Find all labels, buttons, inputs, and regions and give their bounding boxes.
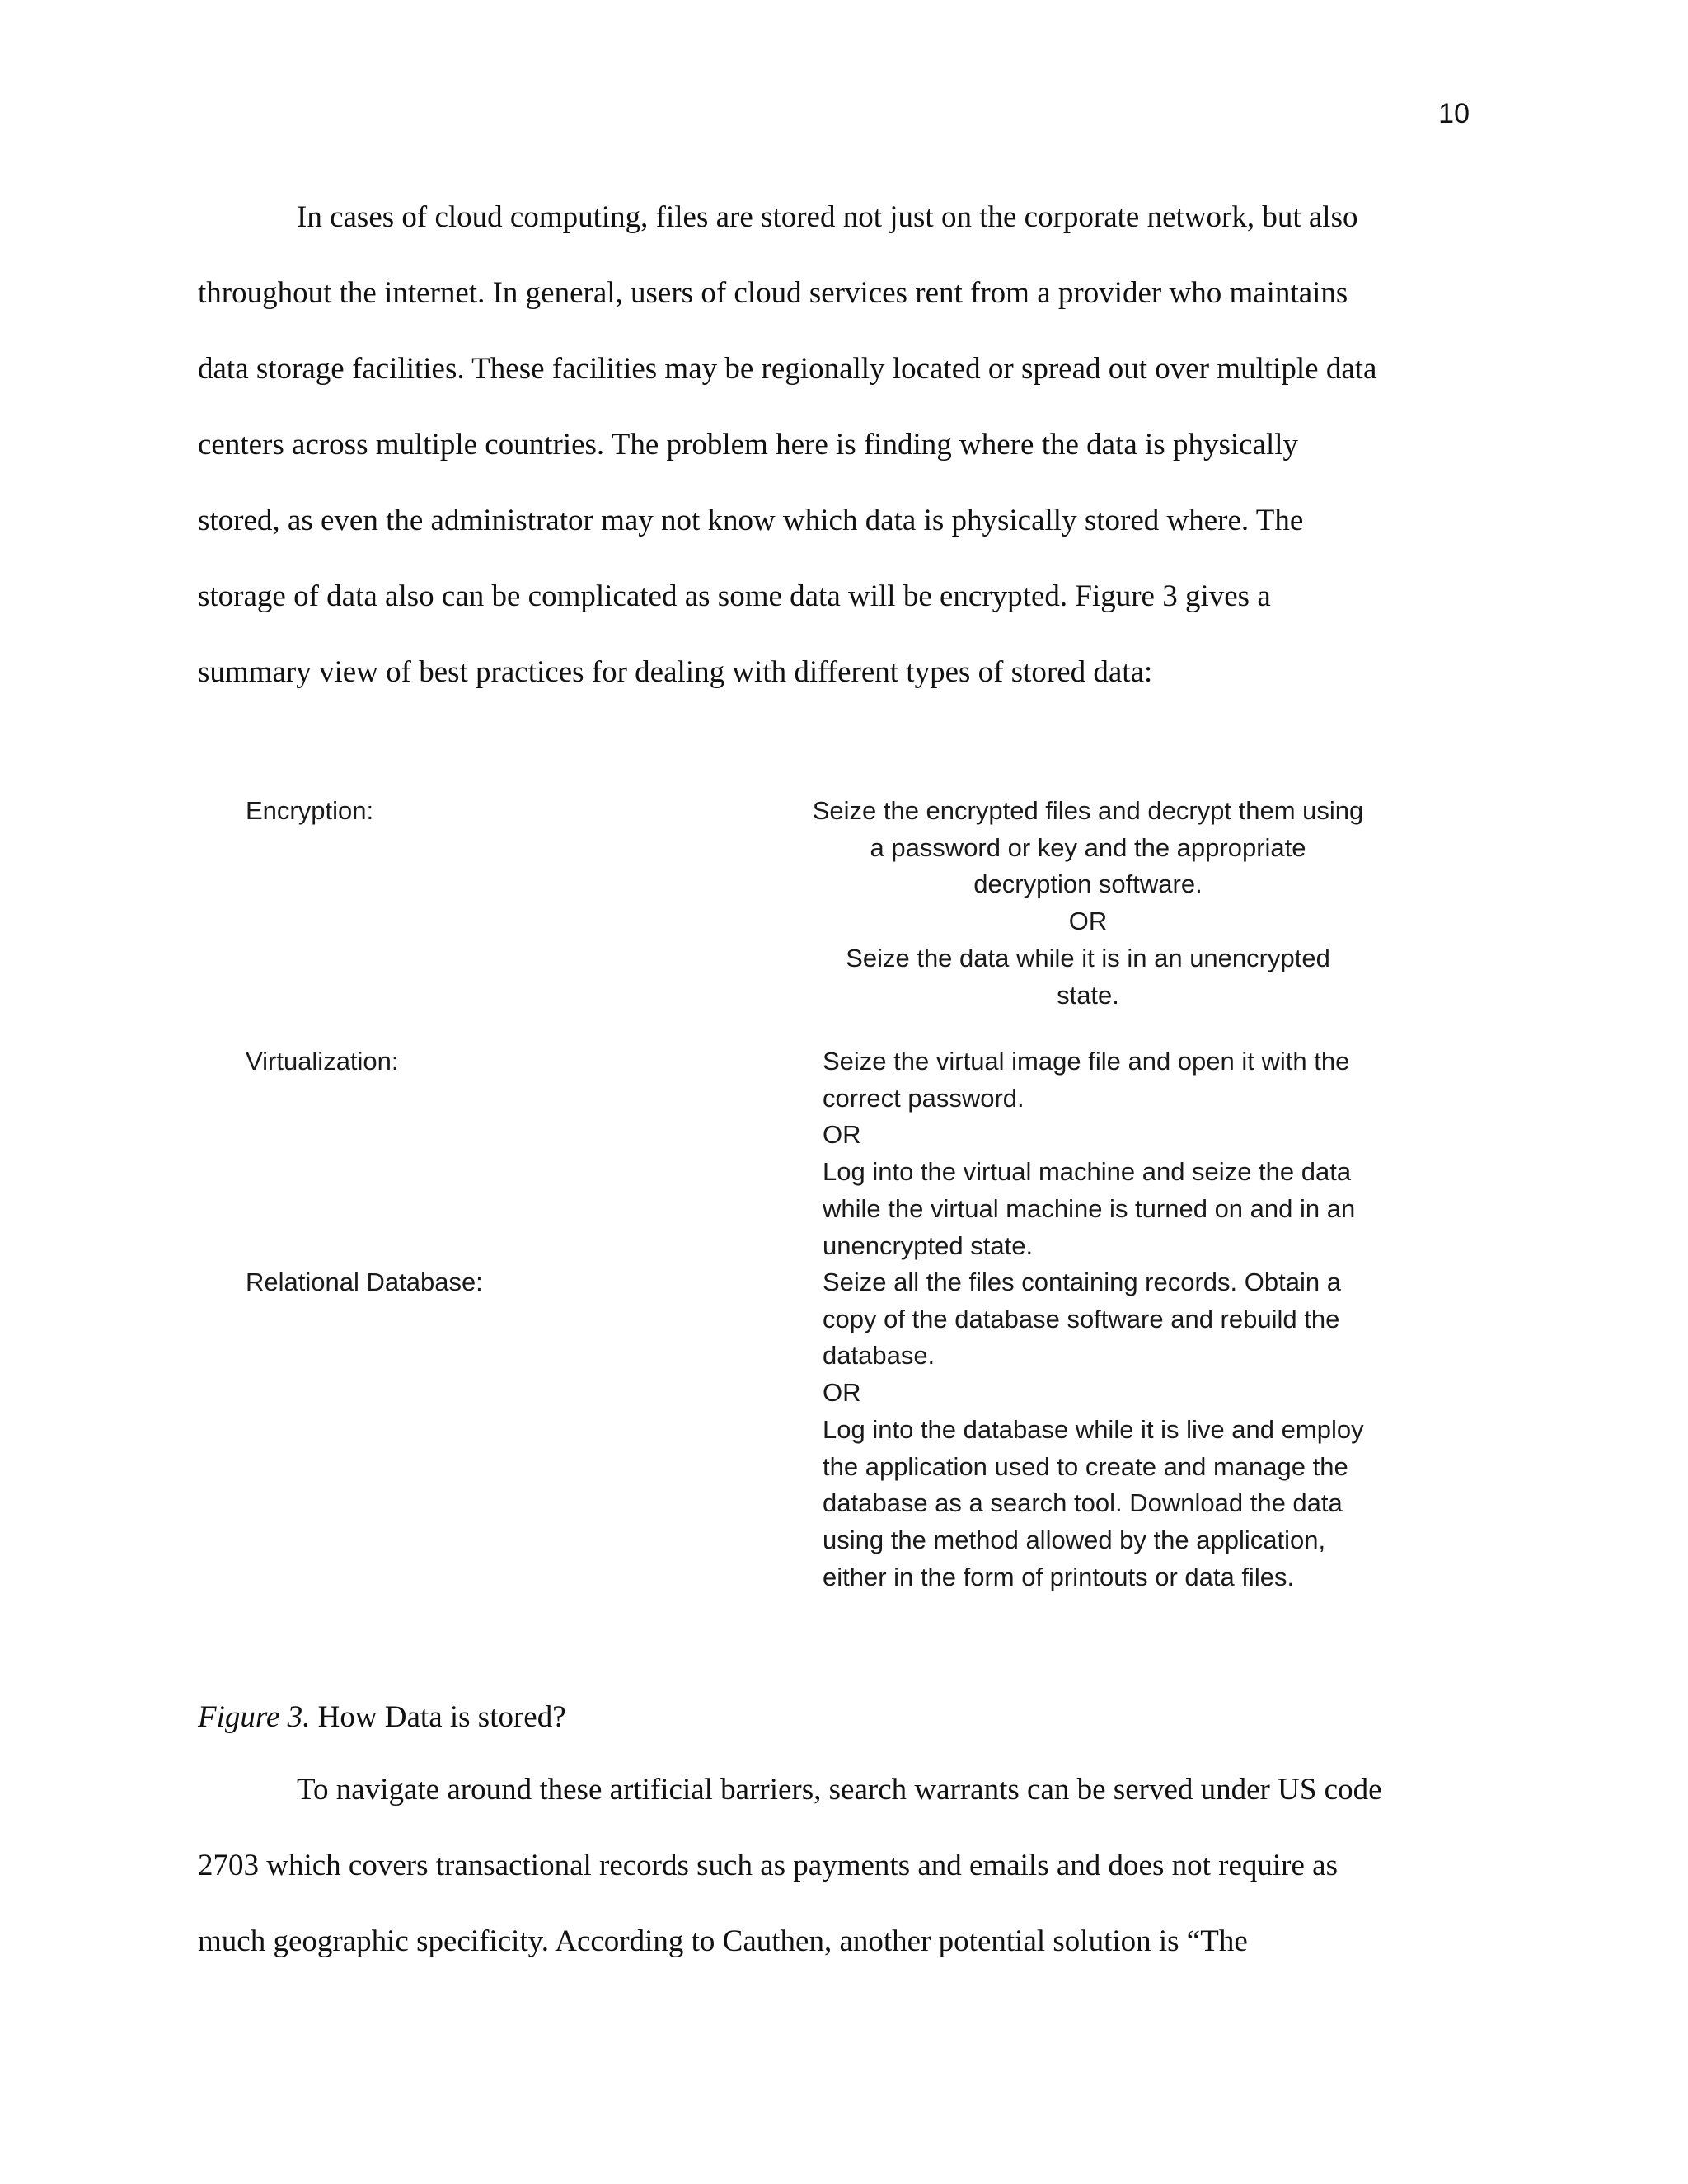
- description-line: a password or key and the appropriate: [870, 832, 1306, 862]
- body-paragraph-search-warrants: [198, 1752, 1492, 1980]
- description-line: Log into the virtual machine and seize the data: [823, 1157, 1352, 1187]
- paragraph-line: To navigate around these artificial barriers, search warrants can be served under US code: [297, 1773, 1382, 1807]
- paragraph-line: throughout the internet. In general, users of cloud services rent from a provider who maintains: [198, 276, 1348, 310]
- row-description-encryption: [783, 793, 1393, 1014]
- figure-caption: [198, 1693, 566, 1742]
- body-paragraph-cloud-computing: [198, 180, 1492, 710]
- description-line: OR: [1068, 907, 1108, 936]
- row-label-relational-database: Relational Database:: [246, 1268, 483, 1296]
- figure-3-stored-data-table: [246, 793, 1441, 1609]
- paragraph-line: much geographic specificity. According to Cauthen, another potential solution is “The: [198, 1924, 1248, 1958]
- row-label-encryption: Encryption:: [246, 796, 374, 825]
- description-line: while the virtual machine is turned on and in an: [823, 1193, 1356, 1223]
- page-number: 10: [1438, 98, 1470, 129]
- paragraph-line: In cases of cloud computing, files are stored not just on the corporate network, but also: [297, 200, 1358, 234]
- description-line: OR: [823, 1120, 861, 1150]
- description-line: Seize the encrypted files and decrypt them using: [812, 796, 1364, 825]
- description-line: copy of the database software and rebuild the: [823, 1304, 1340, 1333]
- figure-caption-label: Figure 3.: [198, 1700, 311, 1734]
- description-line: either in the form of printouts or data files.: [823, 1562, 1295, 1591]
- paragraph-line: storage of data also can be complicated as some data will be encrypted. Figure 3 gives a: [198, 579, 1271, 613]
- description-line: correct password.: [823, 1083, 1025, 1113]
- description-line: Seize the virtual image file and open it with the: [823, 1047, 1350, 1076]
- description-line: unencrypted state.: [823, 1230, 1034, 1260]
- paragraph-line: stored, as even the administrator may not know which data is physically stored where. The: [198, 504, 1304, 537]
- description-line: database as a search tool. Download the data: [823, 1488, 1343, 1518]
- paragraph-line: centers across multiple countries. The problem here is finding where the data is physically: [198, 428, 1299, 462]
- description-line: using the method allowed by the application,: [823, 1525, 1326, 1554]
- description-line: state.: [1057, 980, 1119, 1010]
- description-line: Seize the data while it is in an unencrypted: [846, 943, 1330, 972]
- description-line: the application used to create and manage the: [823, 1451, 1348, 1481]
- row-description-virtualization: [823, 1043, 1424, 1264]
- paragraph-line: data storage facilities. These facilities may be regionally located or spread out over multiple data: [198, 352, 1377, 386]
- description-line: Log into the database while it is live and employ: [823, 1414, 1364, 1444]
- row-description-relational-database: [823, 1264, 1424, 1596]
- description-line: database.: [823, 1341, 935, 1371]
- figure-caption-text: How Data is stored?: [310, 1700, 566, 1734]
- row-label-virtualization: Virtualization:: [246, 1047, 399, 1076]
- description-line: Seize all the files containing records. Obtain a: [823, 1268, 1341, 1296]
- description-line: OR: [823, 1378, 861, 1408]
- paragraph-line: 2703 which covers transactional records such as payments and emails and does not require as: [198, 1849, 1338, 1882]
- paragraph-line: summary view of best practices for dealing with different types of stored data:: [198, 655, 1153, 689]
- description-line: decryption software.: [973, 869, 1203, 899]
